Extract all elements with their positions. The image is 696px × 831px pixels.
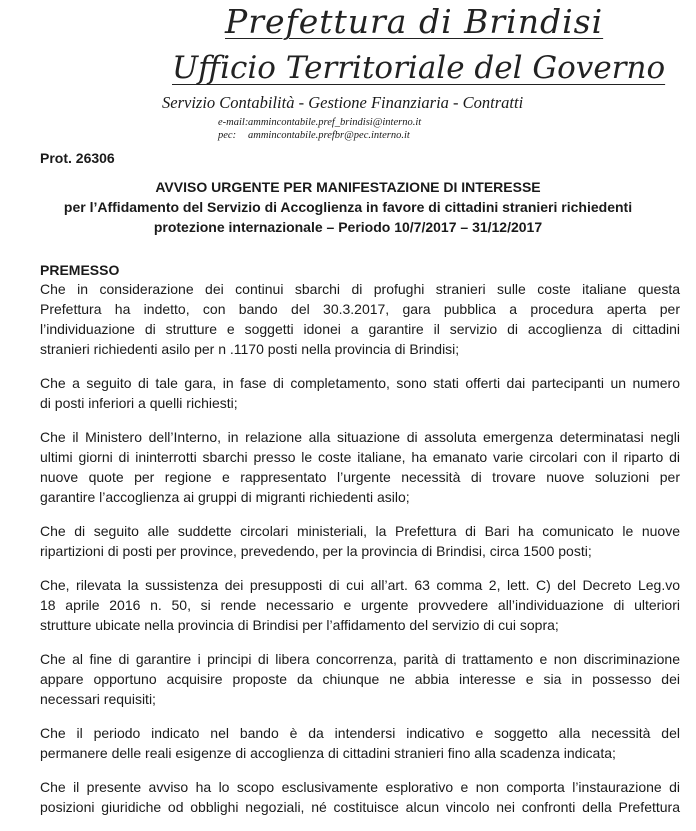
letterhead-pec bbox=[218, 130, 410, 141]
paragraph-line: Prefettura ha indetto, con bando del 30.3.2017, gara pubblica a procedura aperta per bbox=[40, 301, 680, 317]
letterhead-email bbox=[218, 117, 421, 128]
paragraph bbox=[40, 521, 680, 561]
letterhead-ufficio: Ufficio Territoriale del Governo bbox=[172, 50, 666, 86]
paragraph-line: garantire l’accoglienza ai gruppi di migranti richiedenti asilo; bbox=[40, 489, 410, 505]
paragraph-line: posizioni giuridiche od obblighi negoziali, né costituisce alcun vincolo nei confronti della Prefettura bbox=[40, 799, 680, 815]
paragraph-line: Che in considerazione dei continui sbarchi di profughi stranieri sulle coste italiane questa bbox=[40, 281, 680, 297]
paragraph-line: strutture ubicate nella provincia di Brindisi per l’affidamento del servizio di cui sopra; bbox=[40, 617, 559, 633]
paragraph-line: Che il presente avviso ha lo scopo esclusivamente esplorativo e non comporta l’instaurazione di bbox=[40, 779, 680, 795]
paragraph bbox=[40, 649, 680, 709]
email-label: e-mail: bbox=[218, 117, 249, 128]
letterhead bbox=[0, 0, 696, 150]
paragraph-line: Che al fine di garantire i principi di libera concorrenza, parità di trattamento e non discriminazione bbox=[40, 651, 680, 667]
paragraph-line: di posti inferiori a quelli richiesti; bbox=[40, 395, 238, 411]
paragraph-line: stranieri richiedenti asilo per n .1170 posti nella provincia di Brindisi; bbox=[40, 341, 460, 357]
email-value: ammincontabile.pref_brindisi@interno.it bbox=[248, 117, 422, 128]
paragraph-line: necessari requisiti; bbox=[40, 691, 156, 707]
paragraph-line: ripartizioni di posti per province, prevedendo, per la provincia di Brindisi, circa 1500 posti; bbox=[40, 543, 592, 559]
paragraph-line: permanere delle reali esigenze di accoglienza di cittadini stranieri fino alla scadenza indicata; bbox=[40, 745, 616, 761]
paragraph bbox=[40, 373, 680, 413]
letterhead-prefettura: Prefettura di Brindisi bbox=[225, 2, 604, 41]
paragraph-line: appare opportuno acquisire proposte da chiunque ne abbia interesse e sia in possesso dei bbox=[40, 671, 680, 687]
paragraph-line: ultimi giorni di ininterrotti sbarchi presso le coste italiane, ha emanato varie circolari con il riparto di bbox=[40, 449, 680, 465]
paragraph-line: nuove quote per regione e rappresentato l’urgente necessità di trovare nuove soluzioni per bbox=[40, 469, 680, 485]
paragraph bbox=[40, 723, 680, 763]
title-line-2: per l’Affidamento del Servizio di Accoglienza in favore di cittadini stranieri richiedenti bbox=[63, 199, 633, 215]
paragraph bbox=[40, 279, 680, 359]
paragraph-line: Che il Ministero dell’Interno, in relazione alla situazione di assoluta emergenza determinatasi negli bbox=[40, 429, 680, 445]
pec-label: pec: bbox=[218, 130, 237, 141]
paragraph bbox=[40, 575, 680, 635]
paragraph-line: Che, rilevata la sussistenza dei presupposti di cui all’art. 63 comma 2, lett. C) del Decreto Leg.vo bbox=[40, 577, 680, 593]
paragraph-line: Che a seguito di tale gara, in fase di completamento, sono stati offerti dai partecipanti un numero bbox=[40, 375, 680, 391]
paragraph-line: l’individuazione di strutture e soggetti idonei a garantire il servizio di accoglienza di cittadini bbox=[40, 321, 680, 337]
title-line-1: AVVISO URGENTE PER MANIFESTAZIONE DI INTERESSE bbox=[155, 179, 541, 195]
paragraph bbox=[40, 427, 680, 507]
paragraph-line: Che il periodo indicato nel bando è da intendersi indicativo e soggetto alla necessità del bbox=[40, 725, 680, 741]
title-line-3: protezione internazionale – Periodo 10/7/2017 – 31/12/2017 bbox=[153, 219, 543, 235]
pec-value: ammincontabile.prefbr@pec.interno.it bbox=[248, 130, 410, 141]
paragraph-line: Che di seguito alle suddette circolari ministeriali, la Prefettura di Bari ha comunicato le nuove bbox=[40, 523, 680, 539]
letterhead-servizio: Servizio Contabilità - Gestione Finanziaria - Contratti bbox=[162, 93, 524, 112]
paragraph bbox=[40, 777, 680, 817]
document-body bbox=[40, 279, 680, 831]
section-heading: PREMESSO bbox=[40, 262, 120, 278]
document-title bbox=[30, 177, 666, 237]
paragraph-line: 18 aprile 2016 n. 50, si rende necessario e urgente provvedere all’individuazione di ulteriori bbox=[40, 597, 680, 613]
protocol-number: Prot. 26306 bbox=[40, 150, 115, 166]
